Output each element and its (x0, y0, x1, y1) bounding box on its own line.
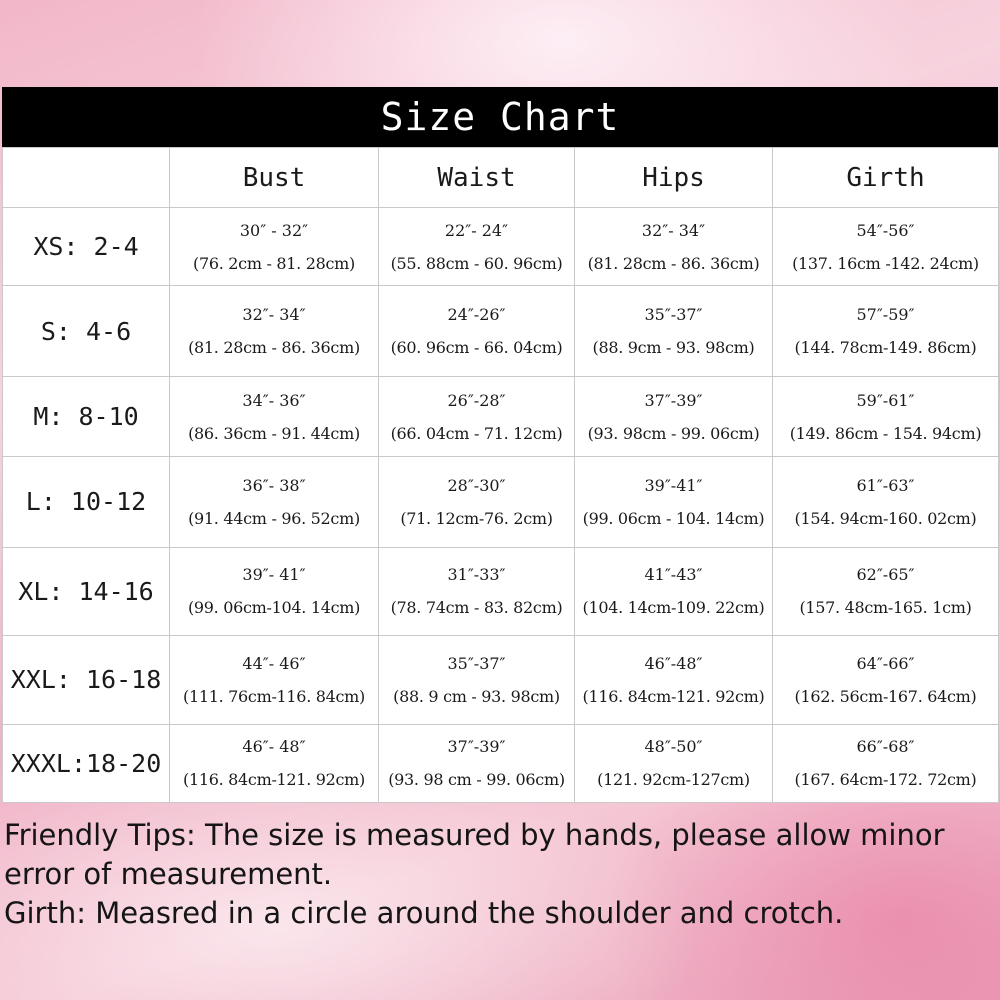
inch-value: 48″-50″ (644, 737, 703, 757)
inch-value: 24″-26″ (447, 305, 506, 325)
waist-cell (379, 208, 575, 286)
waist-cell (379, 547, 575, 635)
waist-cell (379, 457, 575, 547)
inch-value: 39″- 41″ (242, 565, 306, 585)
hips-cell (575, 636, 773, 724)
hips-cell (575, 724, 773, 802)
header-row (3, 148, 999, 208)
cm-value: (55. 88cm - 60. 96cm) (390, 253, 563, 273)
inch-value: 54″-56″ (856, 220, 915, 240)
cm-value: (81. 28cm - 86. 36cm) (587, 253, 760, 273)
size-label: XXL: 16-18 (3, 636, 170, 724)
bust-cell (170, 547, 379, 635)
inch-value: 59″-61″ (856, 390, 915, 410)
inch-value: 22″- 24″ (444, 220, 509, 240)
inch-value: 46″- 48″ (242, 737, 306, 757)
waist-cell (379, 286, 575, 376)
girth-cell (773, 724, 999, 802)
table-row (3, 286, 999, 376)
cm-value: (116. 84cm-121. 92cm) (582, 686, 765, 706)
inch-value: 44″- 46″ (242, 653, 306, 673)
cm-value: (88. 9 cm - 93. 98cm) (393, 686, 560, 706)
table-row (3, 376, 999, 456)
cm-value: (121. 92cm-127cm) (597, 770, 750, 790)
table-row (3, 457, 999, 547)
cm-value: (116. 84cm-121. 92cm) (183, 770, 365, 790)
cm-value: (162. 56cm-167. 64cm) (794, 686, 977, 706)
inch-value: 66″-68″ (856, 737, 915, 757)
inch-value: 46″-48″ (644, 653, 703, 673)
inch-value: 41″-43″ (644, 565, 703, 585)
girth-cell (773, 286, 999, 376)
inch-value: 35″-37″ (447, 653, 506, 673)
size-label: XL: 14-16 (3, 547, 170, 635)
inch-value: 32″- 34″ (641, 220, 706, 240)
cm-value: (157. 48cm-165. 1cm) (799, 598, 972, 618)
inch-value: 35″-37″ (644, 305, 703, 325)
tips-girth-note: Girth: Measred in a circle around the shoulder and crotch. (4, 896, 844, 930)
table-row (3, 636, 999, 724)
header-cell-corner (3, 148, 170, 208)
header-cell-bust: Bust (170, 148, 379, 208)
size-label: L: 10-12 (3, 457, 170, 547)
waist-cell (379, 724, 575, 802)
inch-value: 34″- 36″ (242, 390, 306, 410)
cm-value: (88. 9cm - 93. 98cm) (592, 338, 755, 358)
size-chart (2, 87, 998, 803)
bust-cell (170, 286, 379, 376)
size-label: S: 4-6 (3, 286, 170, 376)
cm-value: (154. 94cm-160. 02cm) (794, 508, 977, 528)
inch-value: 31″-33″ (447, 565, 506, 585)
size-label: XS: 2-4 (3, 208, 170, 286)
cm-value: (78. 74cm - 83. 82cm) (390, 598, 563, 618)
cm-value: (81. 28cm - 86. 36cm) (188, 338, 360, 358)
inch-value: 36″- 38″ (242, 475, 306, 495)
cm-value: (99. 06cm - 104. 14cm) (582, 508, 765, 528)
hips-cell (575, 457, 773, 547)
cm-value: (137. 16cm -142. 24cm) (792, 253, 979, 273)
size-label: M: 8-10 (3, 376, 170, 456)
cm-value: (60. 96cm - 66. 04cm) (390, 338, 563, 358)
header-cell-girth: Girth (773, 148, 999, 208)
header-cell-waist: Waist (379, 148, 575, 208)
cm-value: (167. 64cm-172. 72cm) (794, 770, 977, 790)
cm-value: (76. 2cm - 81. 28cm) (193, 253, 355, 273)
inch-value: 39″-41″ (644, 475, 703, 495)
hips-cell (575, 208, 773, 286)
inch-value: 37″-39″ (447, 737, 506, 757)
girth-cell (773, 208, 999, 286)
table-row (3, 724, 999, 802)
hips-cell (575, 376, 773, 456)
inch-value: 62″-65″ (856, 565, 915, 585)
hips-cell (575, 286, 773, 376)
cm-value: (93. 98 cm - 99. 06cm) (388, 770, 565, 790)
friendly-tips (4, 816, 994, 933)
cm-value: (66. 04cm - 71. 12cm) (390, 423, 563, 443)
table-row (3, 208, 999, 286)
cm-value: (104. 14cm-109. 22cm) (582, 598, 765, 618)
inch-value: 28″-30″ (447, 475, 506, 495)
inch-value: 57″-59″ (856, 305, 915, 325)
girth-cell (773, 457, 999, 547)
cm-value: (91. 44cm - 96. 52cm) (188, 508, 360, 528)
inch-value: 61″-63″ (856, 475, 915, 495)
tips-measurement-note: Friendly Tips: The size is measured by hands, please allow minor error of measurement. (4, 818, 945, 891)
table-row (3, 547, 999, 635)
bust-cell (170, 457, 379, 547)
cm-value: (99. 06cm-104. 14cm) (187, 598, 361, 618)
girth-cell (773, 376, 999, 456)
bust-cell (170, 376, 379, 456)
hips-cell (575, 547, 773, 635)
waist-cell (379, 376, 575, 456)
header-cell-hips: Hips (575, 148, 773, 208)
cm-value: (93. 98cm - 99. 06cm) (587, 423, 760, 443)
inch-value: 26″-28″ (447, 390, 506, 410)
bust-cell (170, 724, 379, 802)
cm-value: (86. 36cm - 91. 44cm) (188, 423, 360, 443)
inch-value: 32″- 34″ (242, 305, 306, 325)
waist-cell (379, 636, 575, 724)
size-label: XXXL:18-20 (3, 724, 170, 802)
chart-title: Size Chart (2, 87, 998, 147)
inch-value: 37″-39″ (644, 390, 703, 410)
cm-value: (149. 86cm - 154. 94cm) (789, 423, 982, 443)
size-table (2, 147, 999, 803)
bust-cell (170, 636, 379, 724)
cm-value: (111. 76cm-116. 84cm) (183, 686, 365, 706)
girth-cell (773, 636, 999, 724)
cm-value: (144. 78cm-149. 86cm) (794, 338, 977, 358)
inch-value: 64″-66″ (856, 653, 915, 673)
bust-cell (170, 208, 379, 286)
cm-value: (71. 12cm-76. 2cm) (400, 508, 553, 528)
inch-value: 30″ - 32″ (239, 220, 309, 240)
girth-cell (773, 547, 999, 635)
